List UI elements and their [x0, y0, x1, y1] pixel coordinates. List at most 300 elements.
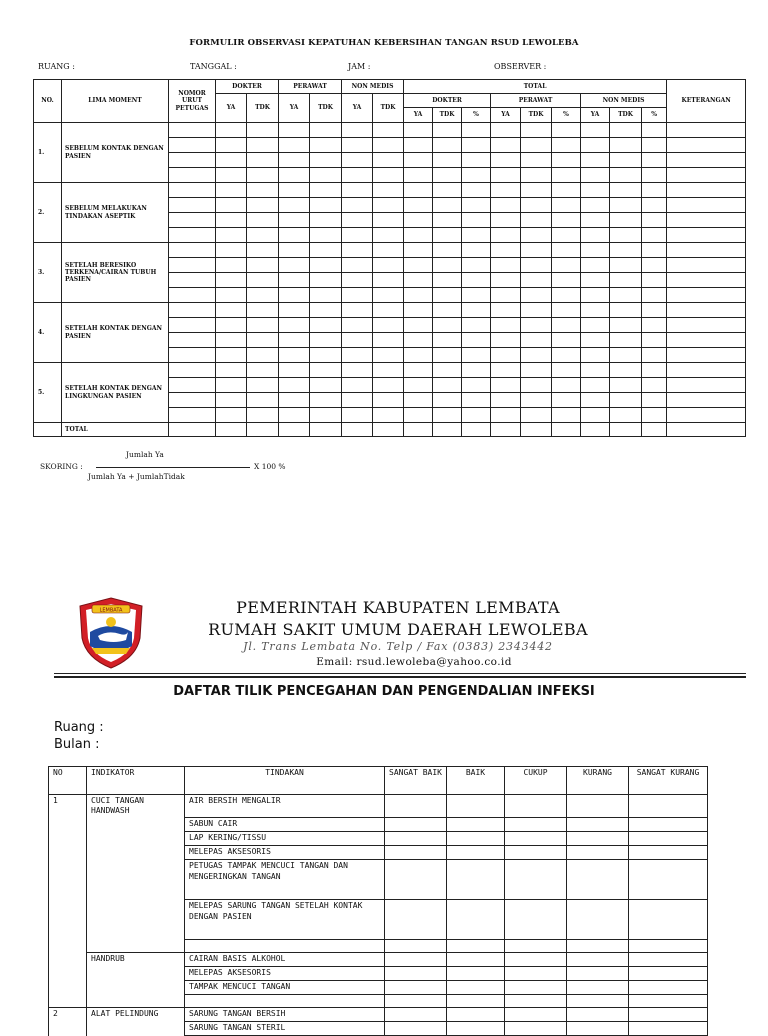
entry-cell[interactable]	[667, 258, 746, 273]
entry-cell[interactable]	[247, 168, 279, 183]
entry-cell[interactable]	[279, 183, 310, 198]
entry-cell[interactable]	[373, 393, 404, 408]
entry-cell[interactable]	[610, 318, 642, 333]
entry-cell[interactable]	[279, 243, 310, 258]
entry-cell[interactable]	[610, 258, 642, 273]
entry-cell[interactable]	[279, 378, 310, 393]
entry-cell[interactable]	[462, 198, 491, 213]
entry-cell[interactable]	[610, 138, 642, 153]
entry-cell[interactable]	[462, 333, 491, 348]
rating-cell[interactable]	[385, 832, 447, 846]
entry-cell[interactable]	[216, 408, 247, 423]
entry-cell[interactable]	[581, 243, 610, 258]
rating-cell[interactable]	[385, 846, 447, 860]
entry-cell[interactable]	[216, 333, 247, 348]
entry-cell[interactable]	[433, 318, 462, 333]
entry-cell[interactable]	[552, 198, 581, 213]
rating-cell[interactable]	[567, 900, 629, 940]
entry-cell[interactable]	[552, 258, 581, 273]
entry-cell[interactable]	[216, 318, 247, 333]
entry-cell[interactable]	[404, 408, 433, 423]
entry-cell[interactable]	[610, 288, 642, 303]
cell[interactable]	[491, 423, 521, 437]
entry-cell[interactable]	[581, 273, 610, 288]
entry-cell[interactable]	[404, 318, 433, 333]
entry-cell[interactable]	[342, 303, 373, 318]
rating-cell[interactable]	[385, 967, 447, 981]
entry-cell[interactable]	[521, 243, 552, 258]
rating-cell[interactable]	[385, 953, 447, 967]
entry-cell[interactable]	[521, 123, 552, 138]
entry-cell[interactable]	[610, 333, 642, 348]
rating-cell[interactable]	[447, 860, 505, 900]
entry-cell[interactable]	[552, 348, 581, 363]
entry-cell[interactable]	[373, 408, 404, 423]
entry-cell[interactable]	[404, 303, 433, 318]
entry-cell[interactable]	[342, 288, 373, 303]
rating-cell[interactable]	[629, 1008, 708, 1022]
entry-cell[interactable]	[581, 378, 610, 393]
entry-cell[interactable]	[610, 393, 642, 408]
entry-cell[interactable]	[404, 153, 433, 168]
entry-cell[interactable]	[462, 183, 491, 198]
cell[interactable]	[581, 423, 610, 437]
entry-cell[interactable]	[310, 363, 342, 378]
entry-cell[interactable]	[610, 168, 642, 183]
entry-cell[interactable]	[667, 228, 746, 243]
entry-cell[interactable]	[667, 378, 746, 393]
entry-cell[interactable]	[169, 258, 216, 273]
entry-cell[interactable]	[491, 348, 521, 363]
entry-cell[interactable]	[169, 183, 216, 198]
entry-cell[interactable]	[491, 303, 521, 318]
entry-cell[interactable]	[279, 138, 310, 153]
entry-cell[interactable]	[552, 318, 581, 333]
entry-cell[interactable]	[610, 408, 642, 423]
rating-cell[interactable]	[505, 900, 567, 940]
entry-cell[interactable]	[169, 168, 216, 183]
entry-cell[interactable]	[552, 273, 581, 288]
entry-cell[interactable]	[521, 273, 552, 288]
entry-cell[interactable]	[404, 333, 433, 348]
entry-cell[interactable]	[373, 333, 404, 348]
entry-cell[interactable]	[216, 213, 247, 228]
entry-cell[interactable]	[373, 273, 404, 288]
rating-cell[interactable]	[629, 967, 708, 981]
entry-cell[interactable]	[642, 258, 667, 273]
entry-cell[interactable]	[521, 213, 552, 228]
entry-cell[interactable]	[433, 138, 462, 153]
entry-cell[interactable]	[279, 198, 310, 213]
entry-cell[interactable]	[581, 363, 610, 378]
entry-cell[interactable]	[169, 303, 216, 318]
rating-cell[interactable]	[505, 860, 567, 900]
cell[interactable]	[404, 423, 433, 437]
entry-cell[interactable]	[373, 213, 404, 228]
entry-cell[interactable]	[642, 288, 667, 303]
entry-cell[interactable]	[667, 198, 746, 213]
entry-cell[interactable]	[279, 348, 310, 363]
rating-cell[interactable]	[629, 940, 708, 953]
rating-cell[interactable]	[629, 981, 708, 995]
entry-cell[interactable]	[404, 183, 433, 198]
entry-cell[interactable]	[433, 213, 462, 228]
cell[interactable]	[667, 423, 746, 437]
entry-cell[interactable]	[216, 303, 247, 318]
entry-cell[interactable]	[247, 348, 279, 363]
entry-cell[interactable]	[462, 123, 491, 138]
entry-cell[interactable]	[462, 228, 491, 243]
entry-cell[interactable]	[552, 183, 581, 198]
entry-cell[interactable]	[642, 228, 667, 243]
rating-cell[interactable]	[629, 900, 708, 940]
entry-cell[interactable]	[433, 153, 462, 168]
entry-cell[interactable]	[552, 243, 581, 258]
entry-cell[interactable]	[373, 303, 404, 318]
rating-cell[interactable]	[447, 846, 505, 860]
entry-cell[interactable]	[342, 123, 373, 138]
entry-cell[interactable]	[642, 198, 667, 213]
entry-cell[interactable]	[310, 318, 342, 333]
entry-cell[interactable]	[667, 243, 746, 258]
entry-cell[interactable]	[404, 138, 433, 153]
entry-cell[interactable]	[610, 183, 642, 198]
entry-cell[interactable]	[169, 213, 216, 228]
entry-cell[interactable]	[642, 348, 667, 363]
rating-cell[interactable]	[629, 995, 708, 1008]
entry-cell[interactable]	[491, 138, 521, 153]
entry-cell[interactable]	[216, 183, 247, 198]
cell[interactable]	[169, 423, 216, 437]
entry-cell[interactable]	[521, 198, 552, 213]
entry-cell[interactable]	[169, 348, 216, 363]
entry-cell[interactable]	[462, 138, 491, 153]
entry-cell[interactable]	[373, 123, 404, 138]
entry-cell[interactable]	[433, 258, 462, 273]
entry-cell[interactable]	[247, 213, 279, 228]
rating-cell[interactable]	[447, 818, 505, 832]
entry-cell[interactable]	[642, 408, 667, 423]
entry-cell[interactable]	[433, 288, 462, 303]
entry-cell[interactable]	[581, 153, 610, 168]
cell[interactable]	[462, 423, 491, 437]
entry-cell[interactable]	[373, 198, 404, 213]
entry-cell[interactable]	[216, 123, 247, 138]
rating-cell[interactable]	[385, 900, 447, 940]
entry-cell[interactable]	[491, 378, 521, 393]
entry-cell[interactable]	[521, 318, 552, 333]
entry-cell[interactable]	[247, 288, 279, 303]
entry-cell[interactable]	[279, 363, 310, 378]
rating-cell[interactable]	[505, 953, 567, 967]
cell[interactable]	[310, 423, 342, 437]
rating-cell[interactable]	[505, 940, 567, 953]
entry-cell[interactable]	[216, 363, 247, 378]
entry-cell[interactable]	[342, 273, 373, 288]
entry-cell[interactable]	[581, 138, 610, 153]
entry-cell[interactable]	[310, 288, 342, 303]
entry-cell[interactable]	[169, 363, 216, 378]
entry-cell[interactable]	[247, 408, 279, 423]
rating-cell[interactable]	[447, 967, 505, 981]
entry-cell[interactable]	[521, 138, 552, 153]
entry-cell[interactable]	[552, 393, 581, 408]
entry-cell[interactable]	[404, 393, 433, 408]
cell[interactable]	[216, 423, 247, 437]
entry-cell[interactable]	[462, 408, 491, 423]
entry-cell[interactable]	[279, 303, 310, 318]
entry-cell[interactable]	[342, 228, 373, 243]
rating-cell[interactable]	[567, 832, 629, 846]
entry-cell[interactable]	[279, 228, 310, 243]
rating-cell[interactable]	[567, 967, 629, 981]
entry-cell[interactable]	[667, 288, 746, 303]
rating-cell[interactable]	[505, 818, 567, 832]
entry-cell[interactable]	[610, 273, 642, 288]
rating-cell[interactable]	[629, 953, 708, 967]
entry-cell[interactable]	[491, 153, 521, 168]
entry-cell[interactable]	[310, 153, 342, 168]
entry-cell[interactable]	[310, 393, 342, 408]
entry-cell[interactable]	[667, 393, 746, 408]
entry-cell[interactable]	[491, 288, 521, 303]
entry-cell[interactable]	[462, 393, 491, 408]
entry-cell[interactable]	[581, 183, 610, 198]
entry-cell[interactable]	[373, 318, 404, 333]
rating-cell[interactable]	[385, 818, 447, 832]
entry-cell[interactable]	[491, 183, 521, 198]
entry-cell[interactable]	[404, 363, 433, 378]
rating-cell[interactable]	[447, 981, 505, 995]
entry-cell[interactable]	[216, 168, 247, 183]
rating-cell[interactable]	[567, 981, 629, 995]
entry-cell[interactable]	[433, 168, 462, 183]
entry-cell[interactable]	[342, 153, 373, 168]
entry-cell[interactable]	[247, 273, 279, 288]
entry-cell[interactable]	[433, 198, 462, 213]
entry-cell[interactable]	[581, 408, 610, 423]
entry-cell[interactable]	[404, 198, 433, 213]
entry-cell[interactable]	[462, 273, 491, 288]
entry-cell[interactable]	[310, 348, 342, 363]
entry-cell[interactable]	[642, 318, 667, 333]
entry-cell[interactable]	[247, 318, 279, 333]
entry-cell[interactable]	[169, 198, 216, 213]
entry-cell[interactable]	[581, 168, 610, 183]
entry-cell[interactable]	[373, 288, 404, 303]
entry-cell[interactable]	[610, 243, 642, 258]
entry-cell[interactable]	[552, 303, 581, 318]
entry-cell[interactable]	[433, 408, 462, 423]
entry-cell[interactable]	[247, 378, 279, 393]
entry-cell[interactable]	[491, 243, 521, 258]
entry-cell[interactable]	[642, 378, 667, 393]
entry-cell[interactable]	[667, 183, 746, 198]
entry-cell[interactable]	[342, 393, 373, 408]
entry-cell[interactable]	[552, 333, 581, 348]
entry-cell[interactable]	[216, 273, 247, 288]
entry-cell[interactable]	[373, 228, 404, 243]
entry-cell[interactable]	[247, 123, 279, 138]
entry-cell[interactable]	[462, 348, 491, 363]
entry-cell[interactable]	[247, 198, 279, 213]
entry-cell[interactable]	[247, 243, 279, 258]
entry-cell[interactable]	[247, 153, 279, 168]
entry-cell[interactable]	[373, 378, 404, 393]
entry-cell[interactable]	[667, 333, 746, 348]
entry-cell[interactable]	[310, 198, 342, 213]
entry-cell[interactable]	[433, 228, 462, 243]
rating-cell[interactable]	[567, 818, 629, 832]
entry-cell[interactable]	[667, 153, 746, 168]
entry-cell[interactable]	[667, 303, 746, 318]
entry-cell[interactable]	[462, 318, 491, 333]
rating-cell[interactable]	[567, 953, 629, 967]
entry-cell[interactable]	[610, 153, 642, 168]
entry-cell[interactable]	[581, 228, 610, 243]
entry-cell[interactable]	[581, 123, 610, 138]
entry-cell[interactable]	[610, 348, 642, 363]
entry-cell[interactable]	[310, 303, 342, 318]
entry-cell[interactable]	[342, 318, 373, 333]
entry-cell[interactable]	[169, 318, 216, 333]
entry-cell[interactable]	[310, 258, 342, 273]
entry-cell[interactable]	[491, 213, 521, 228]
rating-cell[interactable]	[629, 846, 708, 860]
rating-cell[interactable]	[567, 995, 629, 1008]
entry-cell[interactable]	[279, 213, 310, 228]
entry-cell[interactable]	[169, 228, 216, 243]
entry-cell[interactable]	[610, 303, 642, 318]
entry-cell[interactable]	[433, 183, 462, 198]
entry-cell[interactable]	[279, 153, 310, 168]
entry-cell[interactable]	[642, 393, 667, 408]
entry-cell[interactable]	[491, 363, 521, 378]
rating-cell[interactable]	[629, 832, 708, 846]
entry-cell[interactable]	[169, 408, 216, 423]
entry-cell[interactable]	[216, 243, 247, 258]
entry-cell[interactable]	[642, 183, 667, 198]
entry-cell[interactable]	[491, 408, 521, 423]
rating-cell[interactable]	[385, 795, 447, 818]
rating-cell[interactable]	[505, 832, 567, 846]
entry-cell[interactable]	[373, 183, 404, 198]
rating-cell[interactable]	[447, 900, 505, 940]
entry-cell[interactable]	[581, 348, 610, 363]
entry-cell[interactable]	[216, 228, 247, 243]
entry-cell[interactable]	[216, 288, 247, 303]
entry-cell[interactable]	[373, 258, 404, 273]
entry-cell[interactable]	[491, 318, 521, 333]
entry-cell[interactable]	[216, 198, 247, 213]
rating-cell[interactable]	[447, 795, 505, 818]
entry-cell[interactable]	[247, 258, 279, 273]
entry-cell[interactable]	[433, 378, 462, 393]
rating-cell[interactable]	[505, 1008, 567, 1022]
entry-cell[interactable]	[433, 123, 462, 138]
entry-cell[interactable]	[462, 168, 491, 183]
entry-cell[interactable]	[581, 303, 610, 318]
entry-cell[interactable]	[404, 228, 433, 243]
entry-cell[interactable]	[247, 303, 279, 318]
entry-cell[interactable]	[310, 228, 342, 243]
rating-cell[interactable]	[385, 981, 447, 995]
rating-cell[interactable]	[385, 1008, 447, 1022]
entry-cell[interactable]	[279, 288, 310, 303]
entry-cell[interactable]	[521, 168, 552, 183]
entry-cell[interactable]	[404, 168, 433, 183]
entry-cell[interactable]	[667, 318, 746, 333]
entry-cell[interactable]	[667, 123, 746, 138]
entry-cell[interactable]	[342, 408, 373, 423]
entry-cell[interactable]	[667, 138, 746, 153]
rating-cell[interactable]	[567, 795, 629, 818]
entry-cell[interactable]	[552, 363, 581, 378]
entry-cell[interactable]	[462, 153, 491, 168]
rating-cell[interactable]	[567, 846, 629, 860]
entry-cell[interactable]	[581, 258, 610, 273]
rating-cell[interactable]	[447, 953, 505, 967]
entry-cell[interactable]	[342, 213, 373, 228]
entry-cell[interactable]	[279, 318, 310, 333]
entry-cell[interactable]	[642, 243, 667, 258]
entry-cell[interactable]	[404, 288, 433, 303]
entry-cell[interactable]	[491, 168, 521, 183]
cell[interactable]	[610, 423, 642, 437]
entry-cell[interactable]	[667, 363, 746, 378]
entry-cell[interactable]	[310, 243, 342, 258]
entry-cell[interactable]	[491, 273, 521, 288]
entry-cell[interactable]	[667, 348, 746, 363]
entry-cell[interactable]	[610, 198, 642, 213]
entry-cell[interactable]	[216, 393, 247, 408]
entry-cell[interactable]	[279, 258, 310, 273]
entry-cell[interactable]	[216, 378, 247, 393]
entry-cell[interactable]	[216, 258, 247, 273]
entry-cell[interactable]	[169, 243, 216, 258]
entry-cell[interactable]	[552, 123, 581, 138]
entry-cell[interactable]	[404, 378, 433, 393]
entry-cell[interactable]	[342, 168, 373, 183]
entry-cell[interactable]	[279, 273, 310, 288]
entry-cell[interactable]	[342, 258, 373, 273]
entry-cell[interactable]	[342, 183, 373, 198]
entry-cell[interactable]	[310, 408, 342, 423]
entry-cell[interactable]	[373, 243, 404, 258]
entry-cell[interactable]	[279, 408, 310, 423]
entry-cell[interactable]	[491, 393, 521, 408]
entry-cell[interactable]	[404, 273, 433, 288]
entry-cell[interactable]	[552, 288, 581, 303]
entry-cell[interactable]	[342, 243, 373, 258]
entry-cell[interactable]	[491, 333, 521, 348]
rating-cell[interactable]	[385, 940, 447, 953]
rating-cell[interactable]	[505, 981, 567, 995]
entry-cell[interactable]	[404, 213, 433, 228]
entry-cell[interactable]	[667, 168, 746, 183]
rating-cell[interactable]	[505, 995, 567, 1008]
entry-cell[interactable]	[642, 273, 667, 288]
cell[interactable]	[342, 423, 373, 437]
entry-cell[interactable]	[521, 333, 552, 348]
entry-cell[interactable]	[310, 183, 342, 198]
entry-cell[interactable]	[373, 348, 404, 363]
entry-cell[interactable]	[169, 393, 216, 408]
entry-cell[interactable]	[433, 393, 462, 408]
entry-cell[interactable]	[433, 243, 462, 258]
entry-cell[interactable]	[169, 333, 216, 348]
entry-cell[interactable]	[404, 243, 433, 258]
